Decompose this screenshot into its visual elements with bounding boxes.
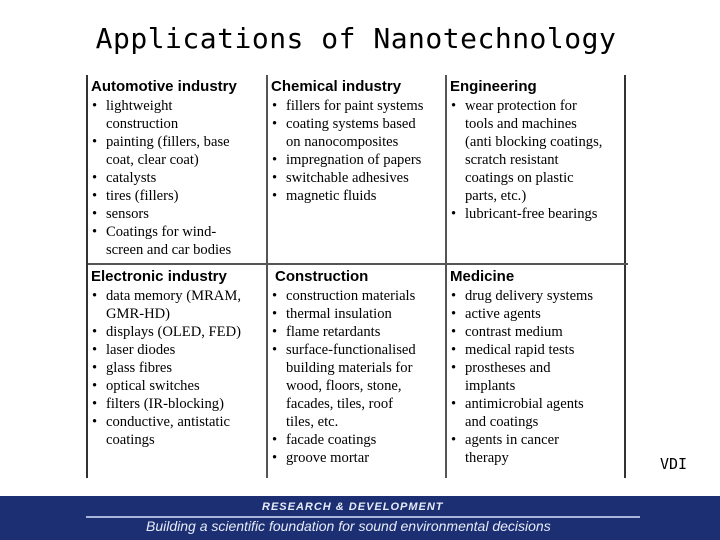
- list-item: GMR-HD): [106, 306, 171, 322]
- heading-electronic: Electronic industry: [91, 268, 227, 285]
- list-item: • impregnation of papers: [271, 151, 423, 169]
- list-item: • prostheses and: [450, 359, 593, 377]
- list-item: • displays (OLED, FED): [91, 323, 241, 341]
- cell-chemical: [271, 77, 423, 205]
- list-item: implants: [465, 378, 516, 394]
- list-item: • laser diodes: [91, 341, 241, 359]
- cell-electronic: [91, 267, 241, 449]
- list-item: • surface-functionalised: [271, 341, 416, 359]
- list-item: • thermal insulation: [271, 305, 416, 323]
- cell-automotive: [91, 77, 237, 259]
- column-divider: [266, 75, 268, 478]
- list-item: • drug delivery systems: [450, 287, 593, 305]
- list-item: wood, floors, stone,: [286, 378, 402, 394]
- list-item: • switchable adhesives: [271, 169, 423, 187]
- column-divider: [445, 75, 447, 478]
- cell-construction: [271, 267, 416, 467]
- list-item: screen and car bodies: [106, 242, 232, 258]
- list-item: • lubricant-free bearings: [450, 205, 602, 223]
- row-divider: [88, 263, 628, 265]
- list-item: • conductive, antistatic: [91, 413, 241, 431]
- heading-automotive: Automotive industry: [91, 78, 237, 95]
- heading-construction: Construction: [275, 268, 369, 285]
- list-item: • glass fibres: [91, 359, 241, 377]
- cell-medicine: [450, 267, 593, 467]
- list-item: • optical switches: [91, 377, 241, 395]
- list-item: • agents in cancer: [450, 431, 593, 449]
- list-item: tools and machines: [465, 116, 577, 132]
- list-item: coatings on plastic: [465, 170, 574, 186]
- heading-medicine: Medicine: [450, 268, 515, 285]
- list-item: coat, clear coat): [106, 152, 199, 168]
- list-item: • painting (fillers, base: [91, 133, 237, 151]
- heading-engineering: Engineering: [450, 78, 537, 95]
- list-item: (anti blocking coatings,: [465, 134, 603, 150]
- list-item: tiles, etc.: [286, 414, 339, 430]
- footer-banner: [0, 496, 720, 540]
- list-item: • filters (IR-blocking): [91, 395, 241, 413]
- list-item: • Coatings for wind-: [91, 223, 237, 241]
- list-item: building materials for: [286, 360, 413, 376]
- footer-tagline: Building a scientific foundation for sound environmental decisions: [146, 518, 551, 534]
- list-item: on nanocomposites: [286, 134, 399, 150]
- list-item: construction: [106, 116, 179, 132]
- list-item: • magnetic fluids: [271, 187, 423, 205]
- list-item: • antimicrobial agents: [450, 395, 593, 413]
- list-item: parts, etc.): [465, 188, 527, 204]
- cell-engineering: [450, 77, 602, 223]
- list-item: • medical rapid tests: [450, 341, 593, 359]
- list-item: • coating systems based: [271, 115, 423, 133]
- list-item: facades, tiles, roof: [286, 396, 393, 412]
- list-item: • active agents: [450, 305, 593, 323]
- list-item: and coatings: [465, 414, 539, 430]
- list-item: • contrast medium: [450, 323, 593, 341]
- list-item: • data memory (MRAM,: [91, 287, 241, 305]
- list-item: • tires (fillers): [91, 187, 237, 205]
- list-item: • fillers for paint systems: [271, 97, 423, 115]
- list-item: therapy: [465, 450, 509, 466]
- list-item: coatings: [106, 432, 155, 448]
- source-label: VDI: [660, 455, 688, 473]
- list-item: • groove mortar: [271, 449, 416, 467]
- heading-chemical: Chemical industry: [271, 78, 402, 95]
- list-item: • facade coatings: [271, 431, 416, 449]
- list-item: • lightweight: [91, 97, 237, 115]
- list-item: • construction materials: [271, 287, 416, 305]
- footer-top-text: RESEARCH & DEVELOPMENT: [262, 501, 444, 513]
- list-item: • sensors: [91, 205, 237, 223]
- applications-table: [86, 75, 626, 478]
- list-item: • flame retardants: [271, 323, 416, 341]
- slide-title: Applications of Nanotechnology: [95, 22, 617, 55]
- list-item: scratch resistant: [465, 152, 559, 168]
- list-item: • catalysts: [91, 169, 237, 187]
- list-item: • wear protection for: [450, 97, 602, 115]
